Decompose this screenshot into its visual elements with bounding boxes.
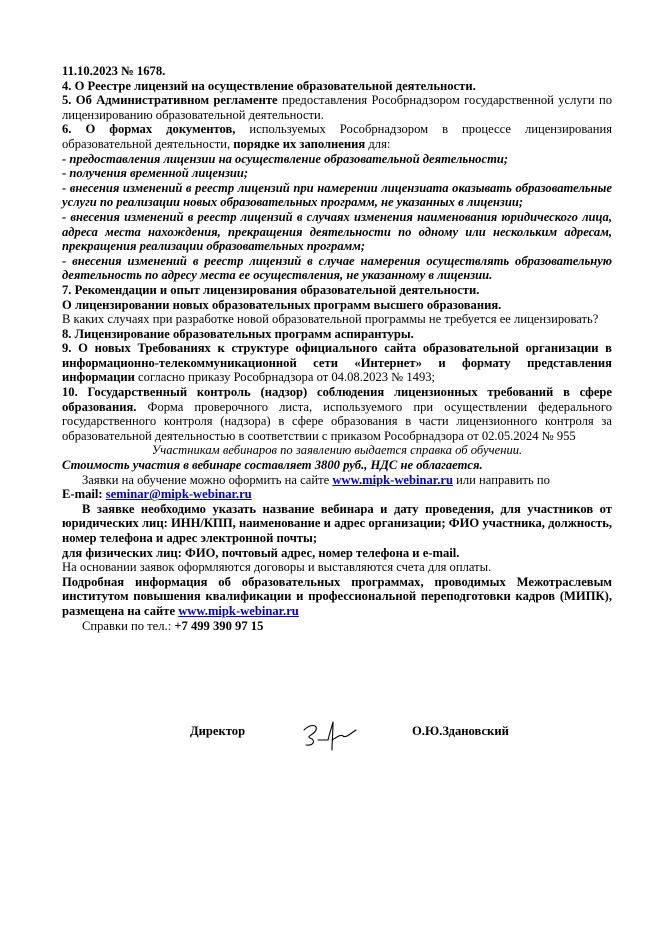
item-7-text: В каких случаях при разработке новой образовательной программы не требуется ее лицензировать?	[62, 312, 599, 327]
item-5	[62, 93, 612, 122]
website-link[interactable]: www.mipk-webinar.ru	[332, 472, 453, 487]
email-line	[62, 487, 612, 502]
apply-line	[62, 473, 612, 488]
phone-number: +7 499 390 97 15	[174, 618, 264, 633]
item-10	[62, 385, 612, 443]
details-paragraph	[62, 575, 612, 619]
cost-line: Стоимость участия в вебинаре составляет 3800 руб., НДС не облагается.	[62, 458, 483, 473]
header-line: 11.10.2023 № 1678.	[62, 64, 166, 78]
details-website-link[interactable]: www.mipk-webinar.ru	[178, 603, 299, 618]
phone-line	[62, 619, 612, 634]
item-9-text: согласно приказу Рособрнадзора от 04.08.2023 № 1493;	[134, 370, 436, 385]
details-text: Подробная информация об образовательных программах, проводимых Межотраслевым институтом повышения квалификации и профессиональной переподготовки кадров (МИПК), размещена на сайте	[62, 574, 612, 618]
item-6-title: 6. О формах документов,	[62, 122, 236, 137]
item-9	[62, 341, 612, 385]
item-5-title: 5. Об Административном регламенте	[62, 93, 278, 108]
certificate-note: Участникам вебинаров по заявлению выдается справка об обучении.	[151, 443, 523, 458]
item-5-text: предоставления Рособрнадзором государственной услуги по лицензированию образовательной деятельности.	[62, 93, 612, 122]
item-9-title: 9. О новых Требованиях к структуре официального сайта образовательной организации в информационно-телекоммуникационной сети «Интернет» и формату представления информации	[62, 341, 612, 385]
item-10-text: Форма проверочного листа, используемого при осуществлении федерального государственного контроля (надзора) в сфере образования в части лицензионного контроля за образовательной деятельностью в соответствии с приказом Рособрнадзора от 02.05.2024 № 955	[62, 399, 612, 443]
list-item: - внесения изменений в реестр лицензий в случаях изменения наименования юридического лица, адреса места нахождения, прекращения деятельности по одному или нескольким адресам, прекращения реализации образовательных программ;	[62, 209, 612, 254]
item-6	[62, 122, 612, 151]
item-4: 4. О Реестре лицензий на осуществление образовательной деятельности.	[62, 78, 476, 93]
item-7: 7. Рекомендации и опыт лицензирования образовательной деятельности.	[62, 282, 480, 297]
item-8: 8. Лицензирование образовательных программ аспирантуры.	[62, 326, 414, 341]
requirements-individual: для физических лиц: ФИО, почтовый адрес, номер телефона и e-mail.	[62, 545, 460, 560]
list-item: - внесения изменений в реестр лицензий в случае намерения осуществлять образовательную деятельность по адресу места ее осуществления, не указанному в лицензии.	[62, 253, 612, 283]
document-body	[62, 64, 612, 633]
item-6-text: используемых Рособрнадзором в процессе лицензирования образовательной деятельности,	[62, 122, 612, 151]
email-label: E-mail:	[62, 487, 106, 502]
signature-name: О.Ю.Здановский	[412, 724, 509, 738]
contracts-note: На основании заявок оформляются договоры и выставляются счета для оплаты.	[62, 560, 492, 575]
signature-block	[190, 718, 550, 758]
email-link[interactable]: seminar@mipk-webinar.ru	[105, 487, 252, 502]
item-6-end: для:	[365, 136, 391, 151]
apply-end: или направить по	[452, 472, 550, 487]
item-7-subtitle: О лицензировании новых образовательных программ высшего образования.	[62, 297, 502, 312]
list-item: - получения временной лицензии;	[62, 166, 249, 181]
requirements-legal: В заявке необходимо указать название вебинара и дату проведения, для участников от юридических лиц: ИНН/КПП, наименование и адрес организации; ФИО участника, должность, номер телефона и адрес электронной почты;	[62, 501, 612, 545]
list-item: - предоставления лицензии на осуществление образовательной деятельности;	[62, 151, 509, 166]
phone-label: Справки по тел.:	[82, 618, 175, 633]
handwritten-signature-icon	[300, 718, 360, 752]
list-item: - внесения изменений в реестр лицензий при намерении лицензиата оказывать образовательные услуги по реализации новых образовательных программ, не указанных в лицензии;	[62, 180, 612, 210]
signature-role: Директор	[190, 724, 246, 738]
apply-text: Заявки на обучение можно оформить на сайте	[82, 472, 333, 487]
item-6-title-2: порядке их заполнения	[233, 136, 366, 151]
item-10-title: 10. Государственный контроль (надзор) соблюдения лицензионных требований в сфере образования.	[62, 385, 612, 414]
